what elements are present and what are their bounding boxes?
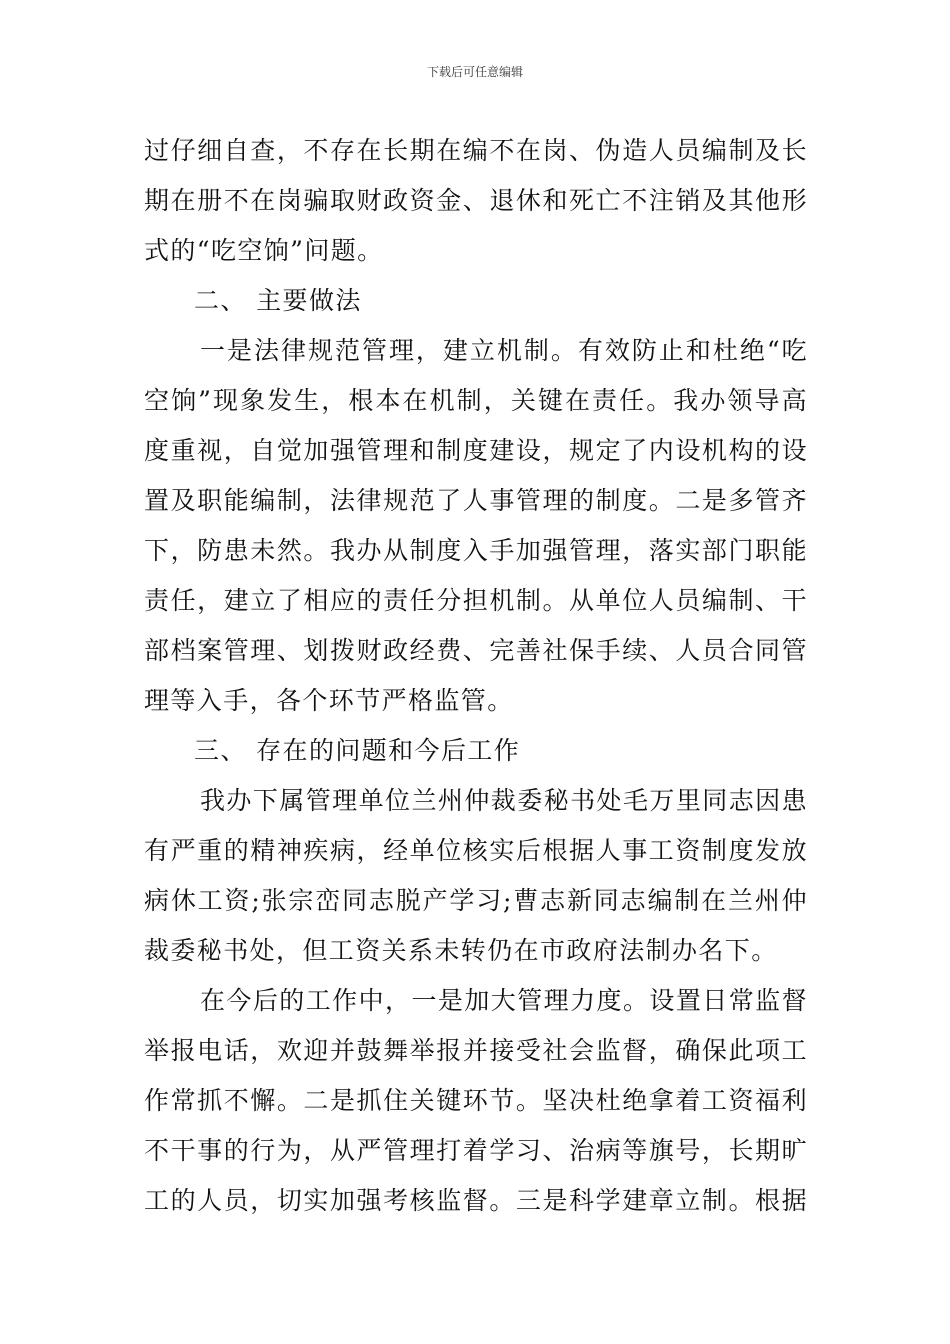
- text-line: 式的“吃空饷”问题。: [144, 236, 384, 265]
- section-heading: 二、 主要做法: [194, 286, 362, 315]
- text-line: 置及职能编制，法律规范了人事管理的制度。二是多管齐: [144, 486, 808, 515]
- section-heading: 三、 存在的问题和今后工作: [194, 736, 521, 765]
- text-line: 理等入手，各个环节严格监管。: [144, 686, 514, 715]
- text-line: 举报电话，欢迎并鼓舞举报并接受社会监督，确保此项工: [144, 1036, 808, 1065]
- text-line: 我办下属管理单位兰州仲裁委秘书处毛万里同志因患: [200, 786, 808, 815]
- text-line: 下，防患未然。我办从制度入手加强管理，落实部门职能: [144, 536, 808, 565]
- text-line: 度重视，自觉加强管理和制度建设，规定了内设机构的设: [144, 436, 808, 465]
- text-line: 有严重的精神疾病，经单位核实后根据人事工资制度发放: [144, 836, 808, 865]
- text-line: 空饷”现象发生，根本在机制，关键在责任。我办领导高: [144, 386, 808, 415]
- text-line: 不干事的行为，从严管理打着学习、治病等旗号，长期旷: [144, 1136, 808, 1165]
- text-line: 责任，建立了相应的责任分担机制。从单位人员编制、干: [144, 586, 808, 615]
- text-line: 作常抓不懈。二是抓住关键环节。坚决杜绝拿着工资福利: [144, 1086, 808, 1115]
- document-body: [144, 126, 808, 1226]
- text-line: 裁委秘书处，但工资关系未转仍在市政府法制办名下。: [144, 936, 778, 965]
- text-line: 工的人员，切实加强考核监督。三是科学建章立制。根据: [144, 1186, 808, 1215]
- text-line: 病休工资;张宗峦同志脱产学习;曹志新同志编制在兰州仲: [144, 886, 808, 915]
- text-line: 在今后的工作中，一是加大管理力度。设置日常监督: [200, 986, 808, 1015]
- text-line: 期在册不在岗骗取财政资金、退休和死亡不注销及其他形: [144, 186, 808, 215]
- page-header: 下载后可任意编辑: [426, 65, 523, 79]
- text-line: 部档案管理、划拨财政经费、完善社保手续、人员合同管: [144, 636, 808, 665]
- text-line: 过仔细自查，不存在长期在编不在岗、伪造人员编制及长: [144, 136, 808, 165]
- text-line: 一是法律规范管理，建立机制。有效防止和杜绝“吃: [200, 336, 808, 365]
